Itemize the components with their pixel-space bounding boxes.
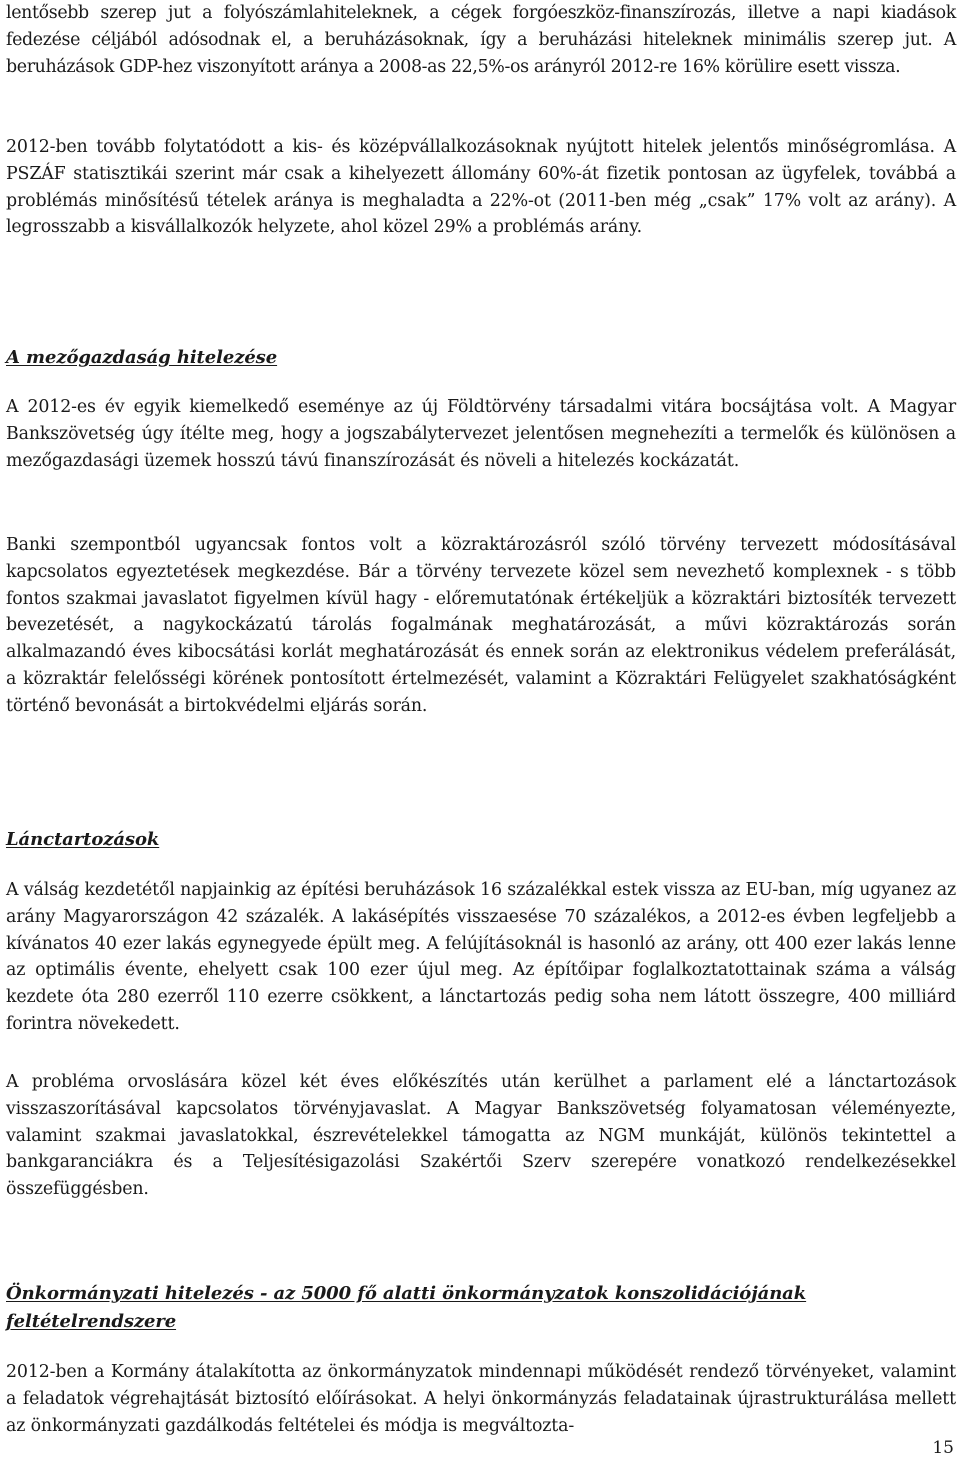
heading-agricultural-lending: A mezőgazdaság hitelezése <box>6 347 278 368</box>
page-number: 15 <box>932 1438 954 1458</box>
paragraph-chain-debt-bill: A probléma orvoslására közel két éves előkészítés után kerülhet a parlament elé a lánctartozások visszaszorításával kapcsolatos törvényjavaslat. A Magyar Bankszövetség folyamatosan véleményezte, valamint szakmai javaslatokkal, észrevételekkel támogatta az NGM munkáját, különös tekintettel a bankgaranciákra és a Teljesítésigazolási Szakértői Szerv szerepére vonatkozó rendelkezésekkel összefüggésben. <box>6 1072 956 1200</box>
paragraph-warehousing-law: Banki szempontból ugyancsak fontos volt a közraktározásról szóló törvény tervezett módosításával kapcsolatos egyeztetések megkezdése. Bár a törvény tervezete közel sem nevezhető komplexnek - s több fontos szakmai javaslatot figyelmen kívül hagy - előremutatónak értékeljük a közraktári biztosíték tervezett bevezetését, a nagykockázatú tárolás fogalmának meghatározását, a művi közraktározás során alkalmazandó éves kibocsátási korlát meghatározását és ennek során az elektronikus védelem preferálását, a közraktár felelősségi körének pontosított értelmezését, valamint a Közraktári Felügyelet szakhatóságként történő bevonását a birtokvédelmi eljárás során. <box>6 535 956 716</box>
paragraph-land-law: A 2012-es év egyik kiemelkedő eseménye az új Földtörvény társadalmi vitára bocsájtása volt. A Magyar Bankszövetség úgy ítélte meg, hogy a jogszabálytervezet jelentősen megnehezíti a termelők és különösen a mezőgazdasági üzemek hosszú távú finanszírozását és növeli a hitelezés kockázatát. <box>6 397 956 471</box>
paragraph-business-credit-intro: lentősebb szerep jut a folyószámlahiteleknek, a cégek forgóeszköz-finanszírozás, illetve a napi kiadások fedezése céljából adósodnak el, a beruházásoknak, így a beruházási hiteleknek minimális szerep jut. A beruházások GDP-hez viszonyított aránya a 2008-as 22,5%-os arányról 2012-re 16% körülire esett vissza. <box>6 3 956 77</box>
heading-municipal-lending: Önkormányzati hitelezés - az 5000 fő alatti önkormányzatok konszolidációjának feltételrendszere <box>6 1283 807 1332</box>
paragraph-construction-decline: A válság kezdetétől napjainkig az építési beruházások 16 százalékkal estek vissza az EU-ban, míg ugyanez az arány Magyarországon 42 százalék. A lakásépítés visszaesése 70 százalékos, a 2012-es évben legfeljebb a kívánatos 40 ezer lakás egynegyede épült meg. A felújításoknál is hasonló az arány, ott 400 ezer lakás lenne az optimális évente, ehelyett csak 100 ezer újul meg. Az építőipar foglalkoztatottainak száma a válság kezdete óta 280 ezerről 110 ezerre csökkent, a lánctartozás pedig soha nem látott összegre, 400 milliárd forintra növekedett. <box>6 880 956 1034</box>
heading-chain-debts: Lánctartozások <box>6 829 160 850</box>
paragraph-municipal-reform: 2012-ben a Kormány átalakította az önkormányzatok mindennapi működését rendező törvényeket, valamint a feladatok végrehajtását biztosító előírásokat. A helyi önkormányzás feladatainak újrastrukturálása mellett az önkormányzati gazdálkodás feltételei és módja is megváltozta- <box>6 1362 956 1436</box>
paragraph-sme-loan-quality: 2012-ben tovább folytatódott a kis- és középvállalkozásoknak nyújtott hitelek jelentős minőségromlása. A PSZÁF statisztikái szerint már csak a kihelyezett állomány 60%-át fizetik pontosan az ügyfelek, továbbá a problémás minősítésű tételek aránya is meghaladta a 22%-ot (2011-ben még „csak” 17% volt az arány). A legrosszabb a kisvállalkozók helyzete, ahol közel 29% a problémás arány. <box>6 137 956 238</box>
